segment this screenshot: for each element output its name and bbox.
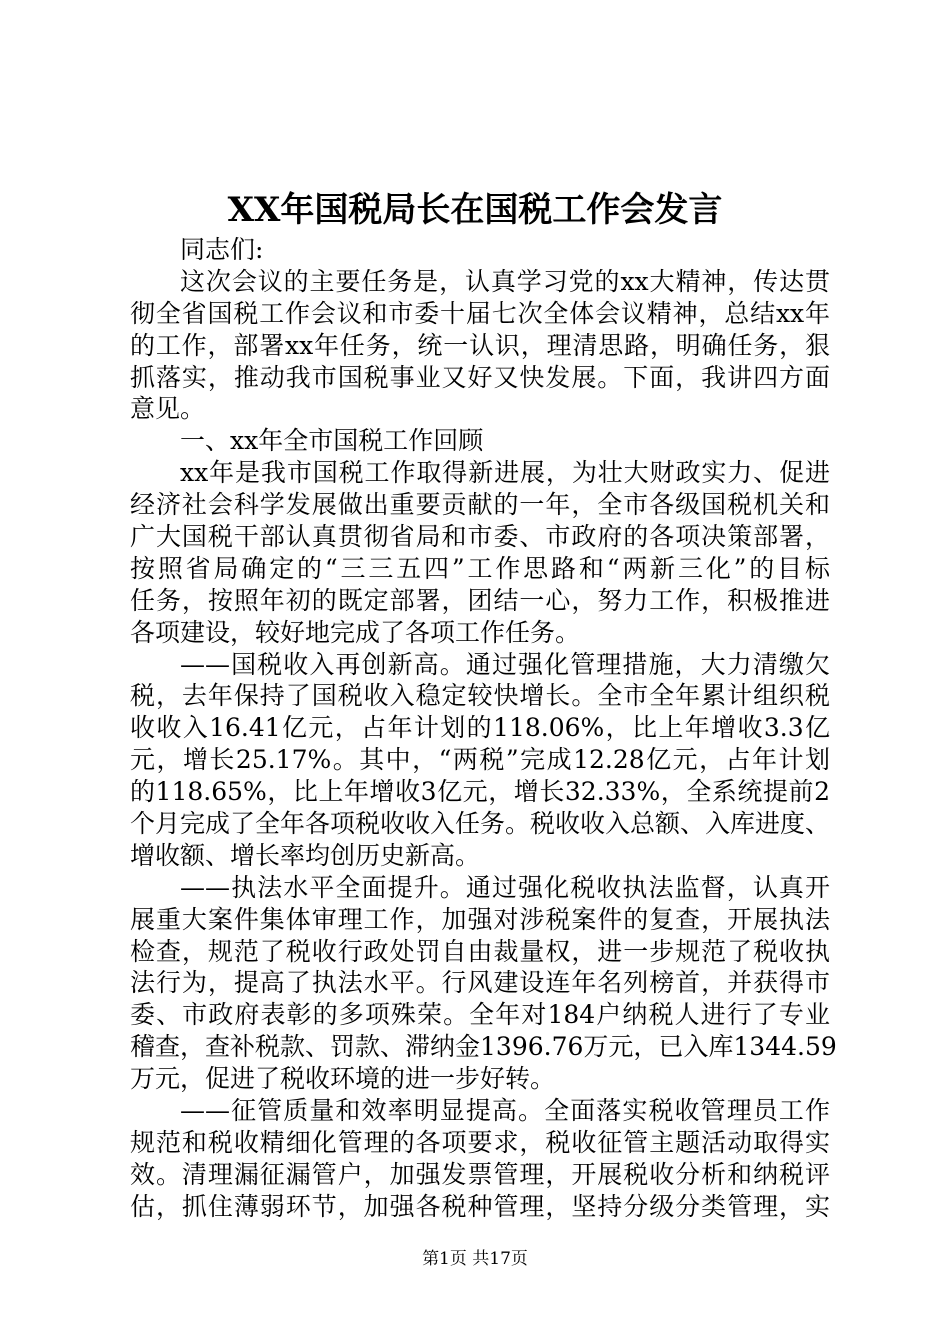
page-footer: 第1页 共17页 — [422, 1249, 528, 1269]
body-line: 的118.65%，比上年增收3亿元，增长32.33%，全系统提前2 — [130, 777, 830, 807]
body-line: 效。清理漏征漏管户，加强发票管理，开展税收分析和纳税评 — [130, 1159, 830, 1189]
body-line: 各项建设，较好地完成了各项工作任务。 — [130, 617, 581, 647]
body-line: 规范和税收精细化管理的各项要求，税收征管主题活动取得实 — [130, 1127, 830, 1157]
body-line: ——征管质量和效率明显提高。全面落实税收管理员工作 — [180, 1096, 830, 1126]
body-line: 收收入16.41亿元，占年计划的118.06%，比上年增收3.3亿 — [130, 713, 830, 743]
body-line: 彻全省国税工作会议和市委十届七次全体会议精神，总结xx年 — [130, 298, 830, 328]
body-line: ——国税收入再创新高。通过强化管理措施，大力清缴欠 — [180, 649, 830, 679]
section-heading: 一、xx年全市国税工作回顾 — [180, 426, 484, 456]
body-line: 法行为，提高了执法水平。行风建设连年名列榜首，并获得市 — [130, 968, 830, 998]
document-body — [130, 234, 837, 1223]
body-line: xx年是我市国税工作取得新进展，为壮大财政实力、促进 — [180, 458, 830, 488]
body-line: 同志们: — [180, 235, 264, 264]
body-line: 意见。 — [130, 394, 206, 424]
body-line: 检查，规范了税收行政处罚自由裁量权，进一步规范了税收执 — [130, 936, 830, 966]
body-line: 按照省局确定的“三三五四”工作思路和“两新三化”的目标 — [130, 553, 830, 583]
body-line: 的工作，部署xx年任务，统一认识，理清思路，明确任务，狠 — [130, 330, 830, 360]
body-line: ——执法水平全面提升。通过强化税收执法监督，认真开 — [180, 872, 830, 902]
body-line: 这次会议的主要任务是，认真学习党的xx大精神，传达贯 — [180, 266, 830, 296]
document-title: XX年国税局长在国税工作会发言 — [227, 190, 723, 230]
body-line: 广大国税干部认真贯彻省局和市委、市政府的各项决策部署， — [130, 522, 830, 552]
body-line: 元，增长25.17%。其中，“两税”完成12.28亿元，占年计划 — [130, 745, 830, 775]
body-line: 个月完成了全年各项税收收入任务。税收收入总额、入库进度、 — [130, 809, 831, 839]
body-line: 税，去年保持了国税收入稳定较快增长。全市全年累计组织税 — [130, 681, 830, 711]
body-line: 任务，按照年初的既定部署，团结一心，努力工作，积极推进 — [130, 585, 830, 615]
body-line: 稽查，查补税款、罚款、滞纳金1396.76万元，已入库1344.59 — [130, 1032, 837, 1062]
body-line: 经济社会科学发展做出重要贡献的一年，全市各级国税机关和 — [130, 490, 830, 520]
body-line: 委、市政府表彰的多项殊荣。全年对184户纳税人进行了专业 — [130, 1000, 830, 1030]
body-line: 万元，促进了税收环境的进一步好转。 — [130, 1064, 556, 1094]
body-line: 估，抓住薄弱环节，加强各税种管理，坚持分级分类管理，实 — [130, 1191, 830, 1221]
body-line: 增收额、增长率均创历史新高。 — [130, 840, 481, 870]
body-line: 抓落实，推动我市国税事业又好又快发展。下面，我讲四方面 — [130, 362, 830, 392]
body-line: 展重大案件集体审理工作，加强对涉税案件的复查，开展执法 — [130, 904, 830, 934]
